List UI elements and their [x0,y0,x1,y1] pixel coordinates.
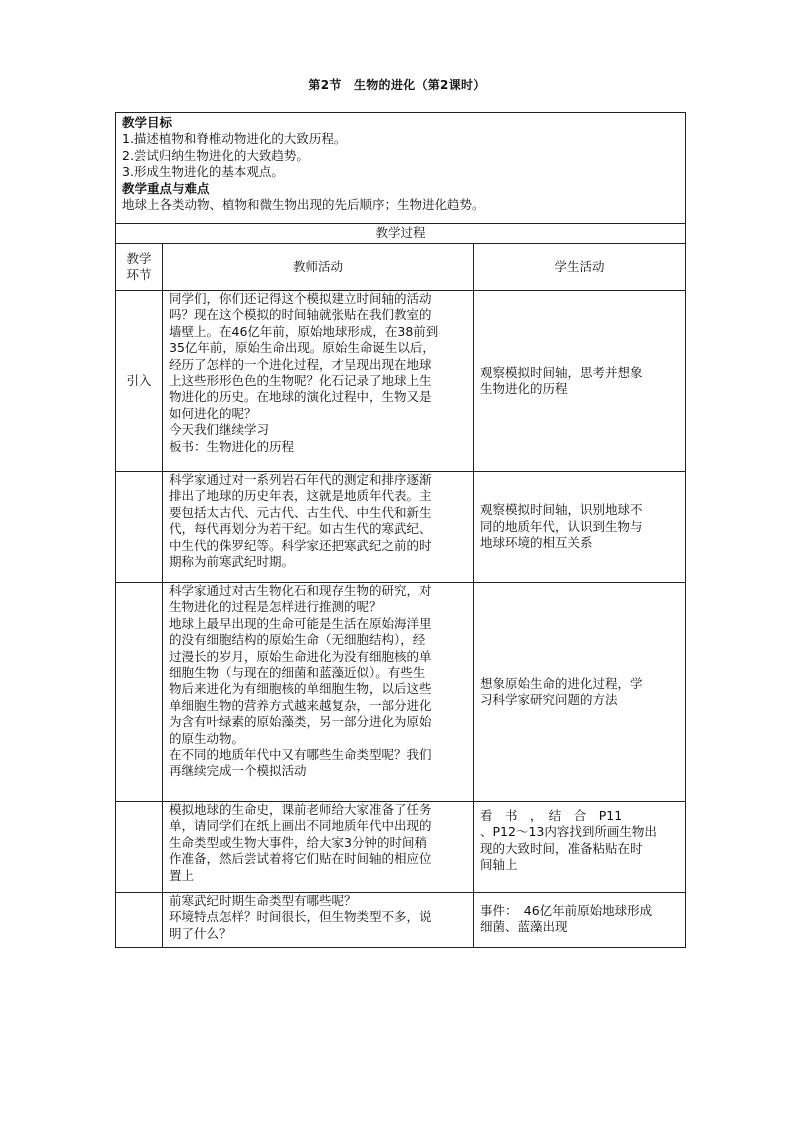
teacher-line: 同学们，你们还记得这个模拟建立时间轴的活动 [169,291,432,306]
teacher-line: 明了什么？ [169,925,232,941]
objective-item: 3.形成生物进化的基本观点。 [122,164,284,180]
teacher-line: 前寒武纪时期生命类型有哪些呢？ [169,893,357,908]
teacher-line: 地球上最早出现的生命可能是生活在原始海洋里 [169,615,432,631]
teacher-activity-cell [163,583,474,802]
teacher-line: 模拟地球的生命史，课前老师给大家准备了任务 [169,802,432,817]
key-points-text: 地球上各类动物、植物和微生物出现的先后顺序；生物进化趋势。 [122,197,485,213]
student-activity-cell [474,472,686,583]
student-line: 观察模拟时间轴，识别地球不 [480,502,643,518]
teacher-line: 细胞生物（与现在的细菌和蓝藻近似）。有些生 [169,665,426,681]
teacher-line: 生命类型或生物大事件，给大家3分钟的时间稍 [169,834,427,850]
objective-item: 2.尝试归纳生物进化的大致趋势。 [122,147,309,163]
stage-cell [116,472,163,583]
teacher-line: 吗？现在这个模拟的时间轴就张贴在我们教室的 [169,307,432,323]
table-row [116,802,686,893]
page-title: 第2节 生物的进化（第2课时） [308,78,486,92]
process-heading: 教学过程 [116,224,686,244]
student-column-header: 学生活动 [474,244,686,291]
stage-cell: 引入 [116,291,163,472]
student-activity-cell [474,893,686,948]
stage-cell [116,893,163,948]
teacher-line: 上这些形形色色的生物呢？化石记录了地球上生 [169,373,432,389]
teacher-line: 的没有细胞结构的原始生命（无细胞结构），经 [169,632,426,648]
stage-header-line: 教学 [126,250,152,266]
student-activity-cell [474,583,686,802]
student-line: 观察模拟时间轴，思考并想象 [480,364,643,380]
teacher-line: 代，每代再划分为若干纪。如古生代的寒武纪、 [169,521,432,537]
teacher-line: 单细胞生物的营养方式越来越复杂，一部分进化 [169,697,432,713]
student-line: 事件： 46亿年前原始地球形成 [480,903,653,918]
student-line: 习科学家研究问题的方法 [480,692,618,707]
teacher-line: 期称为前寒武纪时期。 [169,554,295,570]
key-points-heading: 教学重点与难点 [122,180,210,196]
stage-cell [116,583,163,802]
teacher-activity-cell [163,291,474,472]
objectives-cell [116,113,686,224]
process-heading-row [116,224,686,244]
teacher-line: 在不同的地质年代中又有哪些生命类型呢？我们 [169,747,432,763]
teacher-column-header: 教师活动 [163,244,474,291]
student-line: 间轴上 [480,857,518,873]
teacher-line: 置上 [169,867,195,883]
stage-column-header [116,244,163,291]
teacher-line: 单，请同学们在纸上画出不同地质年代中出现的 [169,818,432,834]
student-line: 、P12～13内容找到所画生物出 [480,824,657,840]
stage-header-line: 环节 [126,267,152,282]
teacher-line: 要包括太古代、元古代、古生代、中生代和新生 [169,504,432,520]
table-row [116,291,686,472]
teacher-line: 的原生动物。 [169,730,245,746]
teacher-line: 如何进化的呢？ [169,405,257,421]
table-row [116,893,686,948]
student-line: 现的大致时间，准备粘贴在时 [480,840,643,856]
column-header-row [116,244,686,291]
teacher-line: 今天我们继续学习 [169,422,270,438]
student-activity-cell [474,291,686,472]
teacher-line: 作准备，然后尝试着将它们贴在时间轴的相应位 [169,851,432,867]
teacher-line: 为含有叶绿素的原始藻类，另一部分进化为原始 [169,714,432,730]
teacher-line: 再继续完成一个模拟活动 [169,763,307,779]
teacher-line: 排出了地球的历史年表，这就是地质年代表。主 [169,488,432,504]
teacher-line: 环境特点怎样？时间很长，但生物类型不多，说 [169,909,432,925]
table-row [116,583,686,802]
teacher-line: 过漫长的岁月，原始生命进化为没有细胞核的单 [169,648,432,664]
student-line: 生物进化的历程 [480,381,568,396]
teacher-line: 经历了怎样的一个进化过程，才呈现出现在地球 [169,356,432,372]
teacher-line: 生物进化的过程是怎样进行推测的呢？ [169,599,382,615]
teacher-line: 科学家通过对一系列岩石年代的测定和排序逐渐 [169,472,432,487]
objectives-row [116,113,686,224]
stage-cell [116,802,163,893]
teacher-line: 中生代的侏罗纪等。科学家还把寒武纪之前的时 [169,537,432,553]
table-row [116,472,686,583]
teacher-line: 科学家通过对古生物化石和现存生物的研究，对 [169,583,432,598]
teacher-activity-cell [163,893,474,948]
lesson-plan-table [115,112,686,948]
teacher-activity-cell [163,802,474,893]
student-line: 看 书 ， 结 合 P11 [480,808,623,823]
student-line: 细菌、蓝藻出现 [480,919,568,935]
teacher-line: 墙壁上。在46亿年前，原始地球形成，在38前到 [169,323,439,339]
objective-item: 1.描述植物和脊椎动物进化的大致历程。 [122,131,347,147]
teacher-line: 物后来进化为有细胞核的单细胞生物，以后这些 [169,681,432,697]
student-line: 想象原始生命的进化过程，学 [480,675,643,691]
teacher-line: 35亿年前，原始生命出现。原始生命诞生以后， [169,340,435,356]
teacher-line: 板书：生物进化的历程 [169,438,295,454]
objectives-heading: 教学目标 [122,115,173,130]
teacher-line: 物进化的历史。在地球的演化过程中，生物又是 [169,389,432,405]
teacher-activity-cell [163,472,474,583]
student-line: 地球环境的相互关系 [480,535,593,551]
student-activity-cell [474,802,686,893]
student-line: 同的地质年代，认识到生物与 [480,518,643,534]
